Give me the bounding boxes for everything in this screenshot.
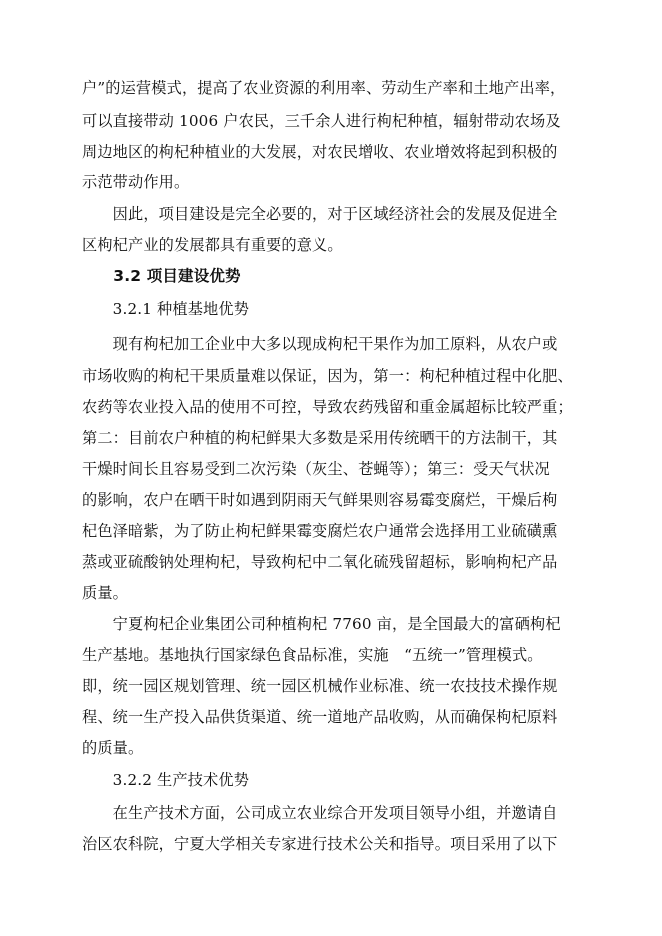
section-heading: 3.2 项目建设优势 — [82, 267, 241, 285]
paragraph-line: 在生产技术方面，公司成立农业综合开发项目领导小组，并邀请自 — [82, 804, 558, 822]
paragraph-line: 可以直接带动 1006 户农民，三千余人进行枸杞种植，辐射带动农场及 — [82, 112, 561, 130]
paragraph-line: 宁夏枸杞企业集团公司种植枸杞 7760 亩，是全国最大的富硒枸杞 — [82, 615, 561, 633]
paragraph-line: 干燥时间长且容易受到二次污染（灰尘、苍蝇等）；第三：受天气状况 — [82, 460, 550, 478]
paragraph-line: 示范带动作用。 — [82, 173, 190, 191]
paragraph-line: 质量。 — [82, 584, 129, 602]
paragraph-line: 即，统一园区规划管理、统一园区机械作业标准、统一农技技术操作规 — [82, 677, 558, 695]
paragraph-line: 的影响，农户在晒干时如遇到阴雨天气鲜果则容易霉变腐烂，干燥后枸 — [82, 491, 558, 509]
paragraph-line: 现有枸杞加工企业中大多以现成枸杞干果作为加工原料，从农户或 — [82, 335, 558, 353]
subsection-heading: 3.2.1 种植基地优势 — [82, 300, 250, 318]
paragraph-line: 因此，项目建设是完全必要的，对于区域经济社会的发展及促进全 — [82, 205, 558, 223]
paragraph-line: 程、统一生产投入品供货渠道、统一道地产品收购，从而确保枸杞原料 — [82, 708, 558, 726]
paragraph-line: 区枸杞产业的发展都具有重要的意义。 — [82, 236, 343, 254]
paragraph-line: 生产基地。基地执行国家绿色食品标准，实施 “五统一”管理模式。 — [82, 646, 543, 664]
subsection-heading: 3.2.2 生产技术优势 — [82, 771, 250, 789]
paragraph-line: 农药等农业投入品的使用不可控，导致农药残留和重金属超标比较严重； — [82, 398, 573, 416]
paragraph-line: 户”的运营模式，提高了农业资源的利用率、劳动生产率和土地产出率， — [82, 79, 566, 97]
paragraph-line: 的质量。 — [82, 739, 144, 757]
paragraph-line: 第二：目前农户种植的枸杞鲜果大多数是采用传统晒干的方法制干，其 — [82, 429, 558, 447]
paragraph-line: 市场收购的枸杞干果质量难以保证，因为，第一：枸杞种植过程中化肥、 — [82, 367, 573, 385]
paragraph-line: 周边地区的枸杞种植业的大发展，对农民增收、农业增效将起到积极的 — [82, 143, 558, 161]
paragraph-line: 杞色泽暗紫，为了防止枸杞鲜果霉变腐烂农户通常会选择用工业硫磺熏 — [82, 522, 558, 540]
paragraph-line: 治区农科院，宁夏大学相关专家进行技术公关和指导。项目采用了以下 — [82, 835, 558, 853]
paragraph-line: 蒸或亚硫酸钠处理枸杞，导致枸杞中二氧化硫残留超标，影响枸杞产品 — [82, 553, 558, 571]
